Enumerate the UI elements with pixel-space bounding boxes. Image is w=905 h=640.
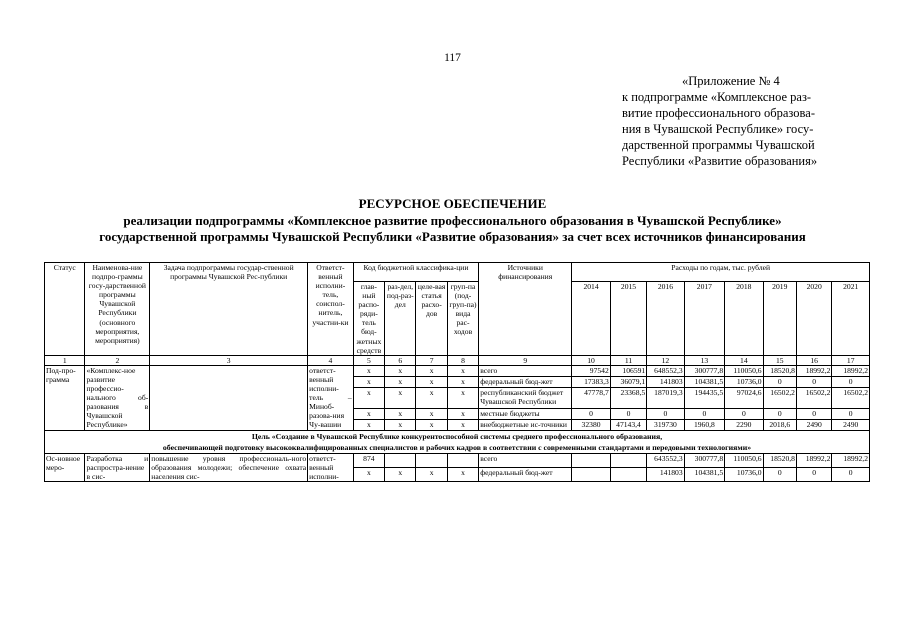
value-cell: 23368,5 [610,387,646,408]
header-budget-code: Код бюджетной классифика-ции [353,263,479,282]
value-cell: 648552,3 [647,365,684,376]
source-cell: республиканский бюджет Чувашской Республики [479,387,572,408]
value-cell: 18992,2 [796,453,831,467]
source-cell: федеральный бюд-жет [479,376,572,387]
program-status: Под-про-грамма [45,365,85,430]
header-expenses: Расходы по годам, тыс. рублей [572,263,870,282]
code-cell: x [385,408,416,419]
code-cell: x [447,387,478,408]
appendix-line: ния в Чувашской Республике» госу- [622,122,814,136]
header-year: 2021 [832,282,870,356]
program-name: «Комплекс-ное развитие профессио-нального об-разования в Чувашской Республике» [86,365,149,430]
value-cell [572,467,610,481]
value-cell: 18992,2 [832,453,870,467]
header-sources: Источники финансирования [479,263,572,356]
value-cell: 104381,5 [684,376,724,387]
col-number: 3 [150,355,308,365]
code-cell: x [416,387,447,408]
appendix-line: к подпрограмме «Комплексное раз- [622,90,812,104]
value-cell: 18992,2 [796,365,831,376]
value-cell: 0 [572,408,610,419]
value-cell: 0 [647,408,684,419]
value-cell: 2490 [796,419,831,430]
activity-responsible: ответст-венный исполни- [308,453,354,481]
col-number: 4 [308,355,354,365]
code-cell: x [416,467,447,481]
col-number: 7 [416,355,447,365]
value-cell: 17383,3 [572,376,610,387]
header-row [45,263,870,282]
value-cell: 0 [763,467,796,481]
code-cell: x [353,387,384,408]
value-cell: 36079,1 [610,376,646,387]
column-number-row [45,355,870,365]
value-cell: 110050,6 [725,453,763,467]
header-year: 2017 [684,282,724,356]
header-code-col: глав-ный распо-ряди-тель бюд-жетных средств [353,282,384,356]
header-code-col: груп-па (под-груп-па) вида рас-ходов [447,282,478,356]
value-cell: 18520,8 [763,365,796,376]
goal-row [45,430,870,453]
col-number: 8 [447,355,478,365]
code-cell: x [385,365,416,376]
value-cell: 300777,8 [684,453,724,467]
header-year: 2019 [763,282,796,356]
appendix-note [622,73,852,169]
value-cell: 10736,0 [725,376,763,387]
code-cell [447,453,478,467]
code-cell: x [416,408,447,419]
header-year: 2018 [725,282,763,356]
value-cell: 32380 [572,419,610,430]
col-number: 11 [610,355,646,365]
code-cell: x [447,408,478,419]
value-cell: 319730 [647,419,684,430]
appendix-line: дарственной программы Чувашской [622,138,815,152]
header-responsible: Ответст-венный исполни-тель, соиспол-нитель, участни-ки [308,263,354,356]
value-cell: 0 [796,376,831,387]
goal-line: обеспечивающей подготовку высококвалифицированных специалистов и рабочих кадров в соответствии с современными стандартами и передовыми технологиями» [162,442,752,452]
value-cell: 0 [796,408,831,419]
source-cell: внебюджетные ис-точники [479,419,572,430]
code-cell: x [353,365,384,376]
col-number: 16 [796,355,831,365]
value-cell: 187019,3 [647,387,684,408]
header-year: 2020 [796,282,831,356]
source-cell: всего [479,453,572,467]
code-cell: x [416,365,447,376]
code-cell: 874 [353,453,384,467]
value-cell: 643552,3 [647,453,684,467]
code-cell: x [447,376,478,387]
header-status: Статус [45,263,85,356]
value-cell: 194435,5 [684,387,724,408]
code-cell [385,453,416,467]
value-cell: 106591 [610,365,646,376]
value-cell: 18992,2 [832,365,870,376]
activity-name: Разработка и распростра-нение в сис- [86,453,149,481]
value-cell: 2490 [832,419,870,430]
title-line: государственной программы Чувашской Республики «Развитие образования» за счет всех источников финансирования [99,229,806,244]
appendix-title: «Приложение № 4 [682,74,780,88]
value-cell: 0 [763,408,796,419]
code-cell: x [353,419,384,430]
col-number: 5 [353,355,384,365]
value-cell: 18520,8 [763,453,796,467]
activity-status: Ос-новное меро- [45,453,85,481]
code-cell: x [447,419,478,430]
value-cell: 0 [832,376,870,387]
activity-row [45,453,870,467]
header-code-col: целе-вая статья расхо-дов [416,282,447,356]
code-cell: x [385,387,416,408]
source-cell: местные бюджеты [479,408,572,419]
value-cell: 0 [610,408,646,419]
value-cell: 0 [796,467,831,481]
goal-line: Цель «Создание в Чувашской Республике конкурентоспособной системы среднего профессионального образования, [251,431,663,441]
header-code-col: раз-дел, под-раз-дел [385,282,416,356]
source-cell: федеральный бюд-жет [479,467,572,481]
value-cell: 2290 [725,419,763,430]
col-number: 12 [647,355,684,365]
value-cell [610,453,646,467]
code-cell [416,453,447,467]
resource-table [44,262,870,482]
value-cell: 16502,2 [796,387,831,408]
header-year: 2016 [647,282,684,356]
header-task: Задача подпрограммы государ-ственной программы Чувашской Рес-публики [150,263,308,356]
col-number: 1 [45,355,85,365]
activity-task: повышение уровня профессиональ-ного образования молодежи; обеспечение охвата населения сис- [151,453,307,481]
program-row [45,365,870,376]
header-name: Наименова-ние подпро-граммы госу-дарственной программы Чувашской Республики (основного мероприятия, мероприятия) [85,263,150,356]
value-cell: 0 [832,408,870,419]
value-cell [572,453,610,467]
code-cell: x [353,467,384,481]
col-number: 9 [479,355,572,365]
value-cell: 300777,8 [684,365,724,376]
title-line: РЕСУРСНОЕ ОБЕСПЕЧЕНИЕ [358,196,547,211]
page-number: 117 [444,52,461,64]
code-cell: x [416,376,447,387]
source-cell: всего [479,365,572,376]
document-title [0,196,905,246]
value-cell: 0 [832,467,870,481]
title-line: реализации подпрограммы «Комплексное развитие профессионального образования в Чувашской Республике» [123,212,782,228]
value-cell: 10736,0 [725,467,763,481]
value-cell: 47778,7 [572,387,610,408]
value-cell: 0 [684,408,724,419]
value-cell: 97024,6 [725,387,763,408]
col-number: 14 [725,355,763,365]
value-cell: 16502,2 [763,387,796,408]
value-cell: 110050,6 [725,365,763,376]
col-number: 10 [572,355,610,365]
goal-cell [45,430,870,453]
value-cell: 2018,6 [763,419,796,430]
header-year: 2015 [610,282,646,356]
value-cell: 0 [763,376,796,387]
code-cell: x [447,365,478,376]
code-cell: x [353,408,384,419]
code-cell: x [385,467,416,481]
col-number: 6 [385,355,416,365]
appendix-line: Республики «Развитие образования» [622,154,818,168]
col-number: 2 [85,355,150,365]
value-cell: 1960,8 [684,419,724,430]
value-cell: 16502,2 [832,387,870,408]
col-number: 17 [832,355,870,365]
col-number: 15 [763,355,796,365]
header-year: 2014 [572,282,610,356]
appendix-line: витие профессионального образова- [622,106,815,120]
value-cell: 0 [725,408,763,419]
value-cell: 97542 [572,365,610,376]
value-cell: 141803 [647,376,684,387]
value-cell: 141803 [647,467,684,481]
code-cell: x [416,419,447,430]
code-cell: x [385,376,416,387]
code-cell: x [385,419,416,430]
code-cell: x [447,467,478,481]
value-cell: 104381,5 [684,467,724,481]
program-task [150,365,308,430]
col-number: 13 [684,355,724,365]
code-cell: x [353,376,384,387]
value-cell: 47143,4 [610,419,646,430]
value-cell [610,467,646,481]
program-responsible: ответст-венный исполни-тель – Миноб-разова-ния Чу-вашии [309,365,352,430]
